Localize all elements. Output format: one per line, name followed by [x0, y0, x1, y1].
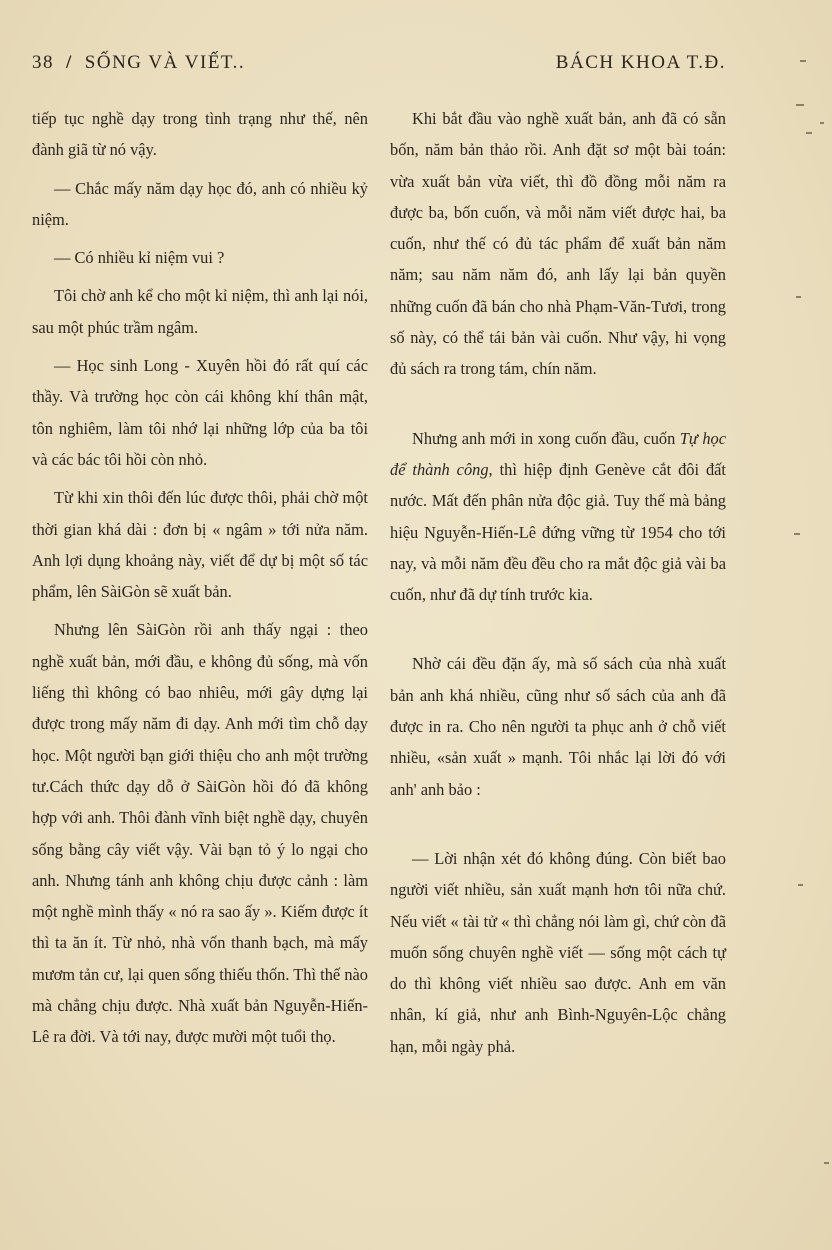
speck-mark — [820, 122, 824, 124]
author-initials: BÁCH KHOA T.Đ. — [555, 52, 726, 73]
header-left — [32, 52, 245, 74]
left-column — [32, 103, 368, 1060]
paragraph: — Học sinh Long - Xuyên hồi đó rất quí các thầy. Và trường học còn cái không khí thân mật, tôn nghiêm, làm tôi nhớ lại những lớp của ba tôi và các bác tôi hồi còn nhỏ. — [32, 356, 368, 469]
speck-mark — [800, 60, 806, 62]
text-run: — Lời nhận xét đó không đúng. Còn biết bao người viết nhiều, sản xuất mạnh hơn tôi nữa chứ. Nếu viết « tài tử « thì chẳng nói làm gì, chứ còn đã muốn sống chuyên nghề viết — sống một cách tự do thì không viết nhiều sao được. Anh em văn nhân, kí giả, như anh Bình-Nguyên-Lộc chẳng hạn, mỗi ngày phả. — [390, 848, 726, 1056]
text-run: , thì hiệp định Genève cắt đôi đất nước. Mất đến phân nửa độc giả. Tuy thế mà bảng hiệu Nguyễn-Hiến-Lê đứng vững từ 1954 cho tới nay, và mỗi năm đều đều cho ra mắt độc giả vài ba cuốn, như đã dự tính trước kia. — [390, 459, 726, 605]
header-separator: / — [66, 52, 73, 73]
paragraph: Từ khi xin thôi đến lúc được thôi, phải chờ một thời gian khá dài : đơn bị « ngâm » tới nửa năm. Anh lợi dụng khoảng này, viết để dự bị một số tác phẩm, lên SàiGòn sẽ xuất bản. — [32, 488, 368, 602]
paragraph: Nhưng lên SàiGòn rồi anh thấy ngại : theo nghề xuất bản, mới đầu, e không đủ sống, mà vốn liếng thì không có bao nhiêu, mới gây dựng lại được trong mấy năm đi dạy. Anh mới tìm chỗ dạy học. Một người bạn giới thiệu cho anh một trường tư.Cách thức dạy dỗ ở SàiGòn hồi đó đã không hợp với anh. Thôi đành vĩnh biệt nghề dạy, chuyên sống bằng cây viết vậy. Vài bạn tỏ ý lo ngại cho anh. Nhưng tánh anh không chịu được cảnh : làm một nghề mình thấy « nó ra sao ấy ». Kiếm được ít thì ta ăn ít. Từ nhỏ, nhà vốn thanh bạch, mà mấy mươm tản cư, lại quen sống thiếu thốn. Thì thế nào mà chẳng chịu được. Nhà xuất bản Nguyễn-Hiến-Lê ra đời. Và tới nay, được mười một tuổi thọ. — [32, 620, 368, 1047]
paragraph — [390, 648, 726, 804]
text-run: Khi bắt đầu vào nghề xuất bản, anh đã có sẵn bốn, năm bản thảo rồi. Anh đặt sơ một bài toán: vừa xuất bản vừa viết, thì đồ đồng mỗi năm ra được ba, bốn cuốn, và mỗi năm viết được hai, ba cuốn, như thế có đủ tác phẩm để xuất bản năm năm; sau năm năm đó, anh lấy lại bản quyền những cuốn đã bán cho nhà Phạm-Văn-Tươi, trong số này, có thể tái bản vài cuốn. Như vậy, hi vọng đủ sách ra trong tám, chín năm. — [390, 109, 726, 379]
paragraph — [390, 843, 726, 1062]
text-run: Nhờ cái đều đặn ấy, mà số sách của nhà xuất bản anh khá nhiều, cũng như số sách của anh đã được in ra. Cho nên người ta phục anh ở chỗ viết nhiều, «sản xuất » mạnh. Tôi nhắc lại lời đó với anh' anh bảo : — [390, 654, 726, 799]
speck-mark — [796, 104, 804, 106]
running-header — [32, 52, 726, 74]
paragraph: — Có nhiều kỉ niệm vui ? — [54, 248, 225, 268]
paragraph: — Chắc mấy năm dạy học đó, anh có nhiều kỷ niệm. — [32, 178, 368, 229]
paragraph: tiếp tục nghề dạy trong tình trạng như thế, nên đành giã từ nó vậy. — [32, 109, 368, 160]
page-number: 38 — [32, 52, 54, 73]
speck-mark — [794, 533, 800, 535]
book-title-italic: Tự học để thành công — [390, 428, 726, 479]
speck-mark — [824, 1162, 829, 1164]
paragraph — [390, 423, 726, 611]
paragraph: Tôi chờ anh kể cho một kỉ niệm, thì anh lại nói, sau một phúc trầm ngâm. — [32, 286, 368, 337]
speck-mark — [806, 132, 812, 134]
speck-mark — [796, 296, 801, 298]
right-column — [390, 103, 726, 1062]
paragraph — [390, 103, 726, 385]
section-title: SỐNG VÀ VIẾT.. — [84, 52, 246, 73]
speck-mark — [798, 884, 803, 886]
text-run: Nhưng anh mới in xong cuốn đầu, cuốn — [412, 428, 680, 448]
